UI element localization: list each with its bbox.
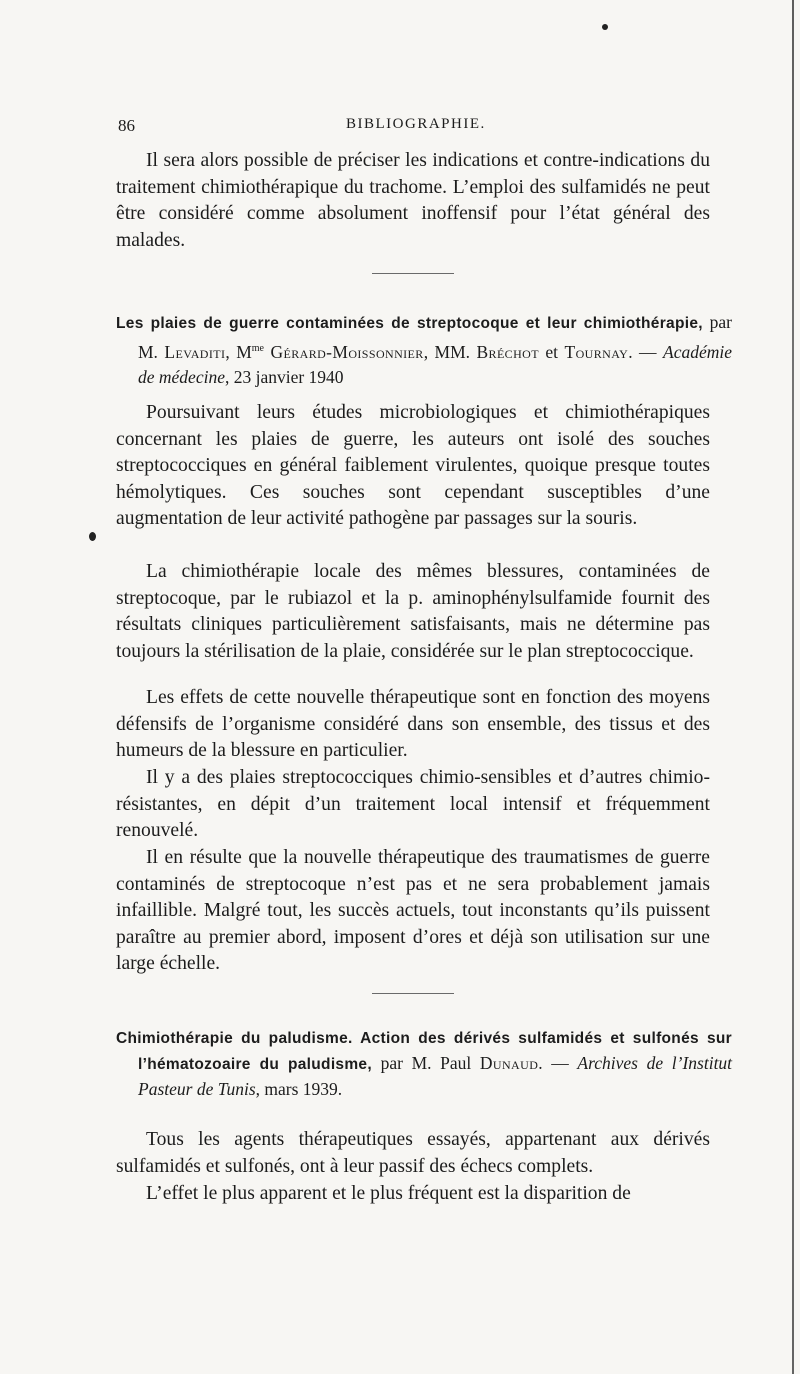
page-number: 86 [118,116,135,135]
author-separator: , M [225,341,252,362]
author-tournay: Tournay [564,341,629,362]
entry-title-1: Les plaies de guerre contaminées de streptocoque et leur chimiothérapie, [116,315,703,332]
section-divider [372,273,454,274]
entry-title-2: Chimiothérapie du paludisme. Action des dérivés sulfamidés et sulfonés sur l’hématozoaire du paludisme, [116,1030,732,1073]
author-dunaud: Dunaud [479,1053,539,1073]
entry-source-2: Archives de l’Institut Pasteur de Tunis [138,1053,733,1099]
entry1-paragraph-1: Poursuivant leurs études microbiologiques et chimiothérapiques concernant les plaies de guerre, les auteurs ont isolé des souches streptococciques en général faiblement virulentes, quoique presque toutes hémolytiques. Ces souches sont cependant susceptibles d’une augmentation de leur activité pathogène par passages sur la souris. [116,402,710,530]
entry1-paragraph-3: Les effets de cette nouvelle thérapeutique sont en fonction des moyens défensifs de l’organisme considéré dans son ensemble, des tissus et des humeurs de la blessure en particulier. [116,687,710,762]
author-brechot: Bréchot [476,341,539,362]
author-levaditi: Levaditi [164,341,226,362]
source-dash: . — [628,341,657,362]
page-header [118,116,708,138]
entry-heading-1 [116,310,732,390]
author-gerard-moissonnier: Gérard-Moissonnier [270,341,424,362]
mm-prefix: MM. [434,341,471,362]
entry1-paragraph-5: Il en résulte que la nouvelle thérapeutique des traumatismes de guerre contaminés de streptocoque n’est pas et ne sera probablement jamais infaillible. Malgré tout, les succès actuels, tout inconstants qu’ils puissent paraître au premier abord, imposent d’ores et déjà son utilisation sur une large échelle. [116,847,710,975]
entry1-paragraph-2: La chimiothérapie locale des mêmes blessures, contaminées de streptocoque, par le rubiazol et la p. aminophénylsulfamide fournit des résultats cliniques particulièrement satisfaisants, mais ne détermine pas toujours la stérilisation de la plaie, considérée sur le plan streptococcique. [116,561,710,662]
entry2-paragraph-2: L’effet le plus apparent et le plus fréquent est la disparition de [146,1183,631,1204]
entry-by-1: par M. [138,312,733,362]
page-edge-line [792,0,794,1374]
mme-superscript: me [251,343,264,354]
intro-paragraph: Il sera alors possible de préciser les indications et contre-indications du traitement chimiothérapique du trachome. L’emploi des sulfamidés ne peut être considéré comme absolument inoffensif pour l’état général des malades. [116,150,710,251]
section-divider [372,993,454,994]
entry-source-1: Académie de médecine [138,341,733,387]
author-and: et [545,341,559,362]
ink-speck [602,24,608,30]
entry-date-2: , mars 1939. [255,1079,343,1099]
entry-heading-2 [116,1025,732,1102]
running-head: BIBLIOGRAPHIE. [346,116,486,132]
entry2-paragraph-1: Tous les agents thérapeutiques essayés, appartenant aux dérivés sulfamidés et sulfonés, ont à leur passif des échecs complets. [116,1129,710,1177]
ink-speck [89,532,96,541]
entry1-paragraph-4: Il y a des plaies streptococciques chimio-sensibles et d’autres chimio-résistantes, en dépit d’un traitement local intensif et fréquemment renouvelé. [116,767,710,842]
source-dash: . — [538,1053,569,1073]
author-separator: , [423,341,429,362]
entry-date-1: , 23 janvier 1940 [224,366,344,387]
entry-by-2: par M. Paul [380,1053,472,1073]
